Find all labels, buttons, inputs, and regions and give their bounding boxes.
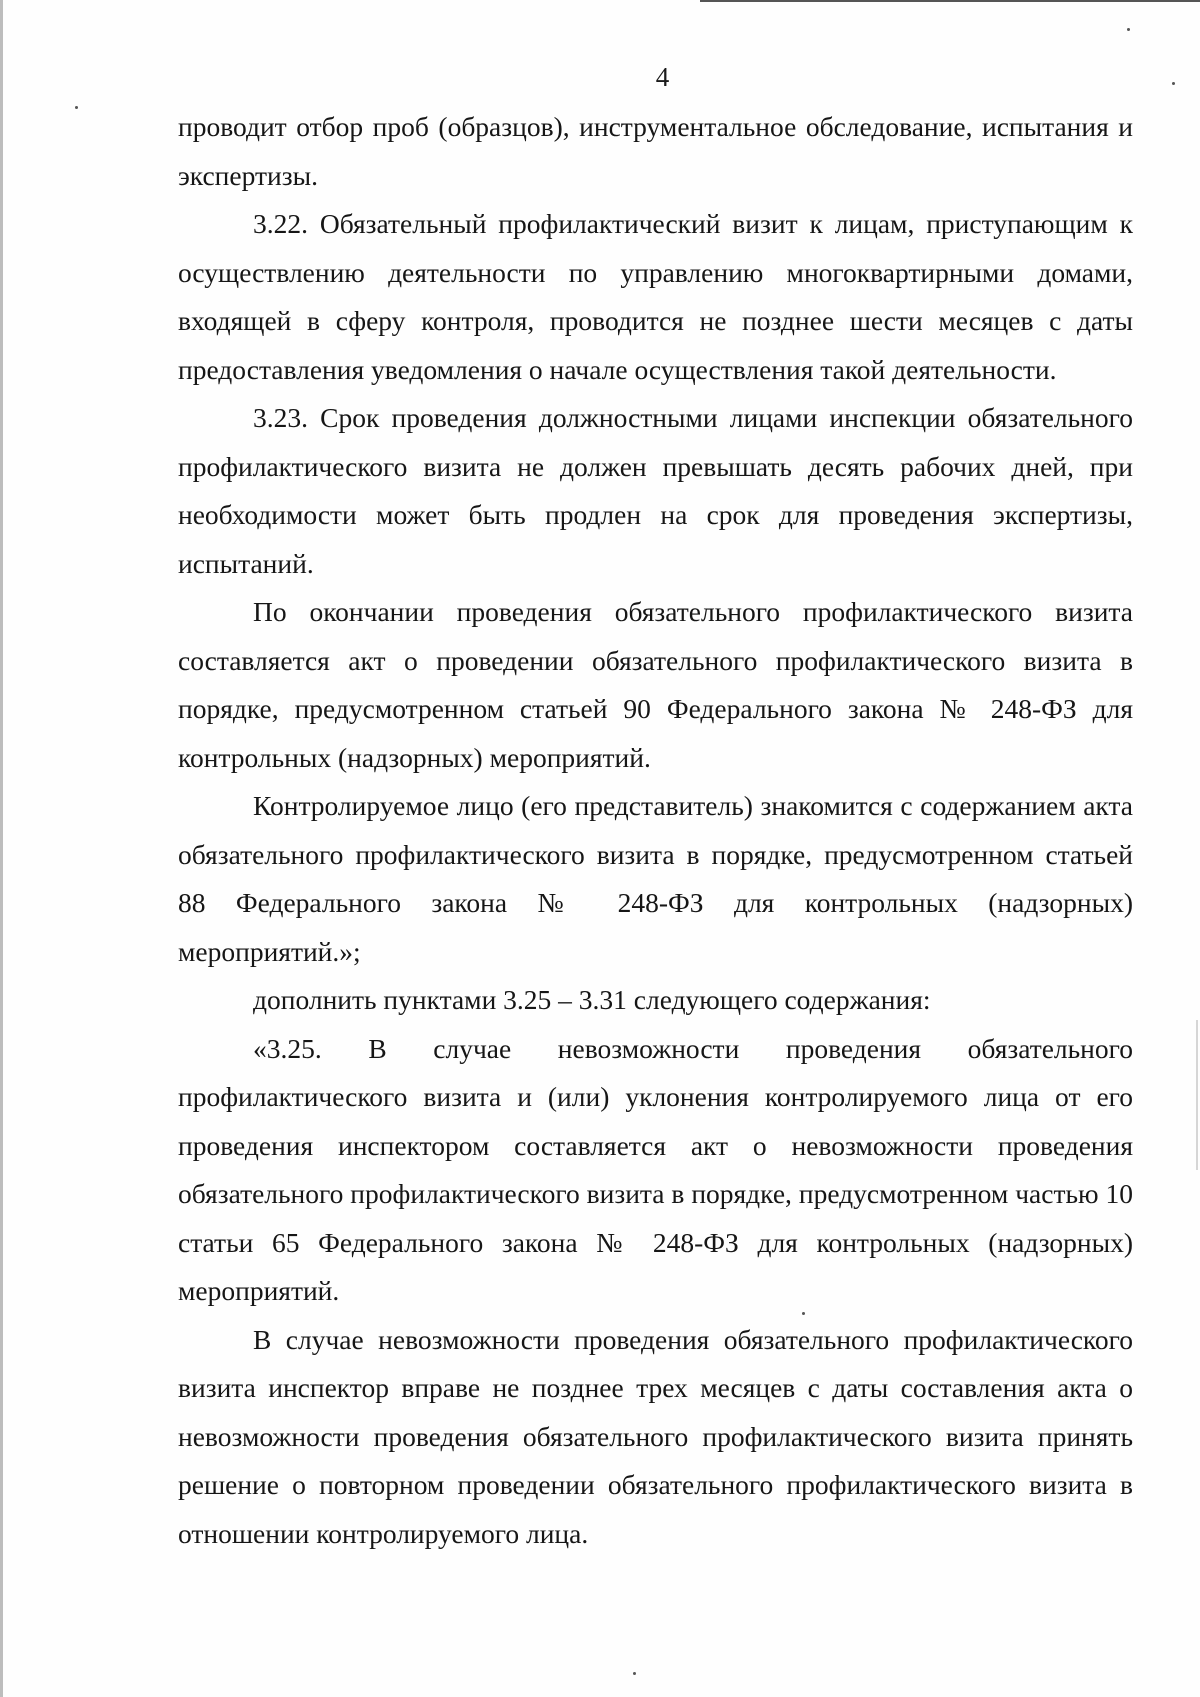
paragraph-continuation: проводит отбор проб (образцов), инструментальное обследование, испытания и экспертизы. [178, 111, 1133, 191]
scan-speck [75, 106, 78, 109]
paragraph-3-22: 3.22. Обязательный профилактический визит к лицам, приступающим к осуществлению деятельности по управлению многоквартирными домами, входящей в сферу контроля, проводится не позднее шести месяцев с даты предоставления уведомления о начале осуществления такой деятельности. [178, 208, 1133, 385]
document-body [178, 103, 1133, 1558]
paragraph-act-completion: По окончании проведения обязательного профилактического визита составляется акт о проведении обязательного профилактического визита в порядке, предусмотренном статьей 90 Федерального закона № 248-ФЗ для контрольных (надзорных) мероприятий. [178, 596, 1133, 773]
scan-top-line [700, 0, 1200, 2]
paragraph-3-25: «3.25. В случае невозможности проведения обязательного профилактического визита и (или) уклонения контролируемого лица от его проведения инспектором составляется акт о невозможности проведения обязательного профилактического визита в порядке, предусмотренном частью 10 статьи 65 Федерального закона № 248-ФЗ для контрольных (надзорных) мероприятий. [178, 1032, 1133, 1306]
page-number: 4 [655, 62, 670, 92]
paragraph-act-familiarization: Контролируемое лицо (его представитель) знакомится с содержанием акта обязательного профилактического визита в порядке, предусмотренном статьей 88 Федерального закона № 248-ФЗ для контрольных (надзорных) мероприятий.»; [178, 790, 1133, 967]
paragraph-amendment-intro: дополнить пунктами 3.25 – 3.31 следующего содержания: [253, 984, 931, 1015]
scan-left-edge [0, 0, 3, 1697]
paragraph-3-23: 3.23. Срок проведения должностными лицами инспекции обязательного профилактического визита не должен превышать десять рабочих дней, при необходимости может быть продлен на срок для проведения экспертизы, испытаний. [178, 402, 1133, 579]
scan-speck [1127, 28, 1130, 31]
paragraph-repeat-visit: В случае невозможности проведения обязательного профилактического визита инспектор вправе не позднее трех месяцев с даты составления акта о невозможности проведения обязательного профилактического визита принять решение о повторном проведении обязательного профилактического визита в отношении контролируемого лица. [178, 1323, 1133, 1549]
scan-speck [633, 1672, 636, 1675]
scan-right-mark [1196, 1020, 1198, 1170]
